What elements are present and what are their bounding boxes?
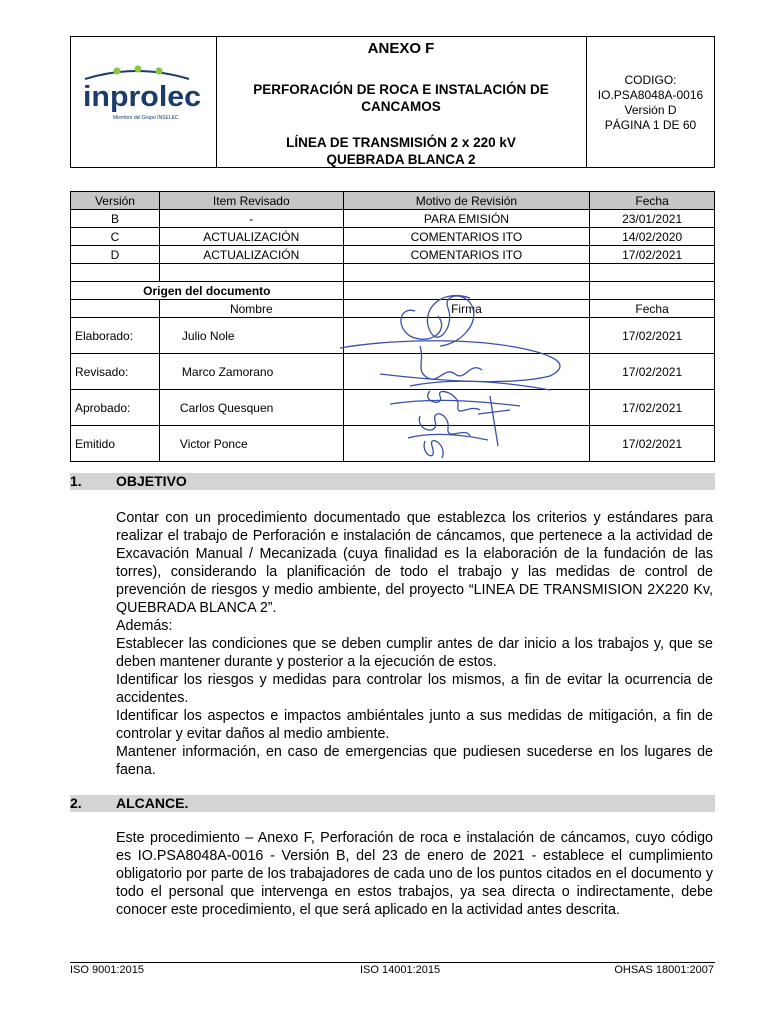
section-number: 2. <box>70 795 82 811</box>
section-alcance-body <box>116 829 713 919</box>
table-cell: B <box>71 210 160 228</box>
inprolec-logo <box>71 37 216 167</box>
footer-iso14001: ISO 14001:2015 <box>360 964 441 976</box>
table-cell: 17/02/2021 <box>590 246 715 264</box>
table-cell: Victor Ponce <box>159 426 343 462</box>
table-cell: 17/02/2021 <box>590 354 715 390</box>
table-cell: 23/01/2021 <box>590 210 715 228</box>
table-cell: - <box>159 210 343 228</box>
title-cell <box>216 37 587 167</box>
table-cell: ACTUALIZACIÓN <box>159 246 343 264</box>
paragraph: Identificar los riesgos y medidas para controlar los mismos, a fin de evitar la ocurrencia de accidentes. <box>116 672 713 706</box>
table-cell: Elaborado: <box>71 318 160 354</box>
origin-title: Origen del documento <box>71 282 344 300</box>
table-header: Fecha <box>590 300 715 318</box>
table-header: Firma <box>343 300 590 318</box>
page-label: PÁGINA 1 DE 60 <box>604 118 697 132</box>
paragraph: Identificar los aspectos e impactos ambiéntales junto a sus medidas de mitigación, a fin de controlar y evitar daños al medio ambiente. <box>116 708 713 742</box>
footer-divider <box>70 962 715 963</box>
table-cell: COMENTARIOS ITO <box>343 246 590 264</box>
table-cell: Carlos Quesquen <box>159 390 343 426</box>
table-cell: Emitido <box>71 426 160 462</box>
code-label: CODIGO: <box>624 73 677 87</box>
table-header: Item Revisado <box>159 192 343 210</box>
table-cell: COMENTARIOS ITO <box>343 228 590 246</box>
section-objetivo-heading <box>70 473 715 490</box>
revision-header-row <box>71 192 715 210</box>
empty-row <box>71 264 715 282</box>
paragraph: Contar con un procedimiento documentado que establezca los criterios y estándares para realizar el trabajo de Perforación e instalación de cáncamos, que pertenece a la actividad de Excavación Manual / Mecanizada (cuya finalidad es la elaboración de la fundación de las torres), considerando la planificación de todo el trabajo y las medidas de control de prevención de riesgos y medio ambiente, del proyecto “LINEA DE TRANSMISION 2X220 Kv, QUEBRADA BLANCA 2”. <box>116 510 713 616</box>
table-header: Nombre <box>159 300 343 318</box>
table-cell: C <box>71 228 160 246</box>
table-cell: ACTUALIZACIÓN <box>159 228 343 246</box>
table-header: Fecha <box>590 192 715 210</box>
logo-text: inprolec <box>83 81 201 113</box>
code-value: IO.PSA8048A-0016 <box>597 88 704 102</box>
table-cell: 17/02/2021 <box>590 390 715 426</box>
code-cell <box>587 37 714 167</box>
logo-tagline: Miembro del Grupo INSELEC <box>113 115 179 121</box>
logo-cell <box>71 37 217 167</box>
table-cell: 14/02/2020 <box>590 228 715 246</box>
paragraph: Este procedimiento – Anexo F, Perforación de roca e instalación de cáncamos, cuyo código es IO.PSA8048A-0016 - Versión B, del 23 de enero de 2021 - establece el cumplimiento obligatorio por parte de los trabajadores de cada uno de los puntos citados en el documento y todo el personal que intervenga en estos trabajos, ya sea directa o indirectamente, debe conocer este procedimiento, el que será aplicado en la actividad antes descrita. <box>116 830 713 918</box>
table-cell: PARA EMISIÓN <box>343 210 590 228</box>
footer-iso9001: ISO 9001:2015 <box>70 964 145 976</box>
document-title: PERFORACIÓN DE ROCA E INSTALACIÓN DE CANCAMOS <box>253 82 549 114</box>
section-title: ALCANCE. <box>116 795 189 811</box>
table-cell: D <box>71 246 160 264</box>
table-cell: Marco Zamorano <box>159 354 343 390</box>
table-header: Motivo de Revisión <box>343 192 590 210</box>
table-cell: 17/02/2021 <box>590 318 715 354</box>
table-cell: Aprobado: <box>71 390 160 426</box>
paragraph: Además: <box>116 618 173 634</box>
table-header: Versión <box>71 192 160 210</box>
section-title: OBJETIVO <box>116 473 187 489</box>
paragraph: Establecer las condiciones que se deben cumplir antes de dar inicio a los trabajos y, que se deben mantener durante y posterior a la ejecución de estos. <box>116 636 713 670</box>
version-label: Versión D <box>624 103 677 117</box>
signature-scribble <box>320 286 590 476</box>
section-alcance-heading <box>70 795 715 812</box>
paragraph: Mantener información, en caso de emergencias que pudiesen sucederse en los lugares de faena. <box>116 744 713 778</box>
section-number: 1. <box>70 473 82 489</box>
project-title: LÍNEA DE TRANSMISIÓN 2 x 220 kV QUEBRADA BLANCA 2 <box>286 135 516 167</box>
table-row <box>71 210 715 228</box>
table-row <box>71 246 715 264</box>
table-cell: Julio Nole <box>159 318 343 354</box>
table-cell: Revisado: <box>71 354 160 390</box>
table-cell: 17/02/2021 <box>590 426 715 462</box>
document-header <box>70 36 715 168</box>
table-row <box>71 228 715 246</box>
footer-ohsas: OHSAS 18001:2007 <box>614 964 714 976</box>
section-objetivo-body <box>116 509 713 779</box>
anexo-label: ANEXO F <box>367 40 435 57</box>
